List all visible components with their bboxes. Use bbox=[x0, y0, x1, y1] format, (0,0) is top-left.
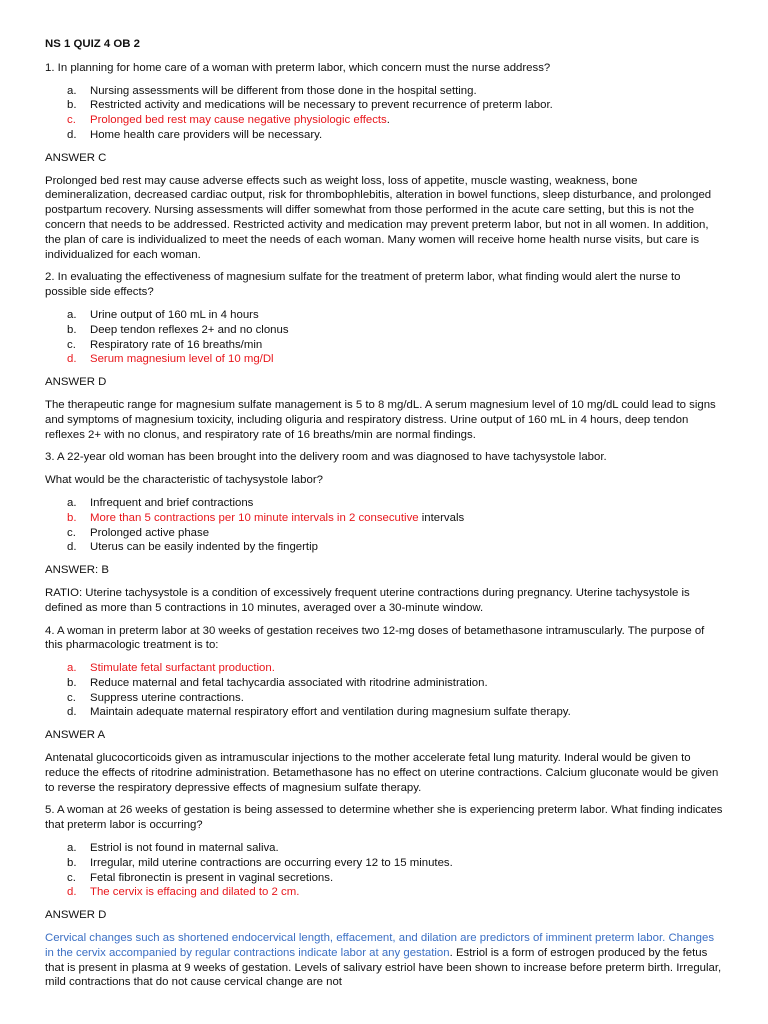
option-4c: c. Suppress uterine contractions. bbox=[67, 691, 244, 704]
option-4b: b. Reduce maternal and fetal tachycardia associated with ritodrine administration. bbox=[67, 676, 488, 689]
question-2-answer: ANSWER D bbox=[45, 376, 107, 389]
question-5-stem: 5. A woman at 26 weeks of gestation is being assessed to determine whether she is experiencing preterm labor. What finding indicates that preterm labor is occurring? bbox=[45, 804, 723, 832]
question-3-answer: ANSWER: B bbox=[45, 564, 109, 577]
question-3-options bbox=[45, 496, 725, 555]
question-5-explanation-highlight: Cervical changes such as shortened endocervical length, effacement, and dilation are predictors of imminent preterm labor. Changes in the cervix accompanied by regular contractions indicate labor at any gestation bbox=[45, 932, 715, 959]
question-4-stem: 4. A woman in preterm labor at 30 weeks of gestation receives two 12-mg doses of betamethasone intramuscularly. The purpose of this pharmacologic treatment is to: bbox=[45, 624, 705, 652]
option-2a: a. Urine output of 160 mL in 4 hours bbox=[67, 308, 259, 321]
option-5d-correct: d. The cervix is effacing and dilated to 2 cm. bbox=[67, 886, 300, 899]
option-5b: b. Irregular, mild uterine contractions are occurring every 12 to 15 minutes. bbox=[67, 856, 453, 869]
question-5-explanation: Cervical changes such as shortened endocervical length, effacement, and dilation are predictors of imminent preterm labor. Changes in the cervix accompanied by regular contractions indicate labor at any gestation. Estriol is a form of estrogen produced by the fetus that is present in plasma at 9 weeks of gestation. Levels of salivary estriol have been shown to increase before preterm birth. Irregular, mild contractions that do not cause cervical change are not bbox=[45, 932, 722, 989]
question-4-explanation: Antenatal glucocorticoids given as intramuscular injections to the mother accelerate fetal lung maturity. Inderal would be given to reduce the effects of ritodrine administration. Betamethasone has no effect on uterine contractions. Calcium gluconate would be given to reverse the respiratory depressive effects of magnesium sulfate therapy. bbox=[45, 752, 719, 794]
option-5a: a. Estriol is not found in maternal saliva. bbox=[67, 842, 279, 855]
document-page bbox=[45, 37, 725, 998]
option-1b: b. Restricted activity and medications will be necessary to prevent recurrence of preterm labor. bbox=[67, 99, 553, 112]
question-4-options bbox=[45, 661, 725, 720]
question-2-explanation: The therapeutic range for magnesium sulfate management is 5 to 8 mg/dL. A serum magnesium level of 10 mg/dL could lead to signs and symptoms of magnesium toxicity, including oliguria and respiratory distress. Urine output of 160 mL in 4 hours, deep tendon reflexes 2+ with no clonus, and respiratory rate of 16 breaths/min are normal findings. bbox=[45, 398, 716, 441]
question-4-answer: ANSWER A bbox=[45, 729, 106, 742]
question-1-stem: 1. In planning for home care of a woman with preterm labor, which concern must the nurse address? bbox=[45, 61, 551, 74]
question-2-stem: 2. In evaluating the effectiveness of magnesium sulfate for the treatment of preterm labor, what finding would alert the nurse to possible side effects? bbox=[45, 271, 681, 299]
option-1c-correct: c. Prolonged bed rest may cause negative physiologic effects. bbox=[67, 114, 390, 127]
option-2d-correct: d. Serum magnesium level of 10 mg/Dl bbox=[67, 353, 274, 366]
option-5c: c. Fetal fibronectin is present in vaginal secretions. bbox=[67, 871, 334, 884]
question-2-options bbox=[45, 308, 725, 367]
question-1-answer: ANSWER C bbox=[45, 151, 107, 164]
option-1d: d. Home health care providers will be necessary. bbox=[67, 128, 323, 141]
question-3-stem-2: What would be the characteristic of tachysystole labor? bbox=[45, 474, 323, 487]
option-2c: c. Respiratory rate of 16 breaths/min bbox=[67, 338, 263, 351]
option-4d: d. Maintain adequate maternal respiratory effort and ventilation during magnesium sulfate therapy. bbox=[67, 706, 571, 719]
option-2b: b. Deep tendon reflexes 2+ and no clonus bbox=[67, 323, 289, 336]
option-3d: d. Uterus can be easily indented by the fingertip bbox=[67, 541, 318, 554]
option-3a: a. Infrequent and brief contractions bbox=[67, 496, 254, 509]
option-4a-correct: a. Stimulate fetal surfactant production. bbox=[67, 662, 275, 675]
question-3-stem: 3. A 22-year old woman has been brought into the delivery room and was diagnosed to have tachysystole labor. bbox=[45, 451, 607, 464]
question-5-options bbox=[45, 841, 725, 900]
option-1a: a. Nursing assessments will be different from those done in the hospital setting. bbox=[67, 84, 477, 97]
option-3b-correct: b. More than 5 contractions per 10 minute intervals in 2 consecutive intervals bbox=[67, 511, 465, 524]
question-1-options bbox=[45, 84, 725, 143]
option-3c: c. Prolonged active phase bbox=[67, 526, 210, 539]
question-3-explanation: RATIO: Uterine tachysystole is a condition of excessively frequent uterine contractions during pregnancy. Uterine tachysystole is defined as more than 5 contractions in 10 minutes, averaged over a 30-minute window. bbox=[45, 586, 690, 614]
question-1-explanation: Prolonged bed rest may cause adverse effects such as weight loss, loss of appetite, muscle wasting, weakness, bone demineralization, decreased cardiac output, risk for thrombophlebitis, alteration in bowel functions, sleep disturbance, and prolonged postpartum recovery. Nursing assessments will differ somewhat from those performed in the acute care setting, but this is not the concern that needs to be addressed. Restricted activity and medication may prevent preterm labor, but not in all women. In addition, the plan of care is individualized to meet the needs of each woman. Many women will receive home health nurse visits, but care is individualized for each woman. bbox=[45, 174, 712, 261]
document-title: NS 1 QUIZ 4 OB 2 bbox=[45, 38, 140, 50]
question-5-answer: ANSWER D bbox=[45, 909, 107, 922]
